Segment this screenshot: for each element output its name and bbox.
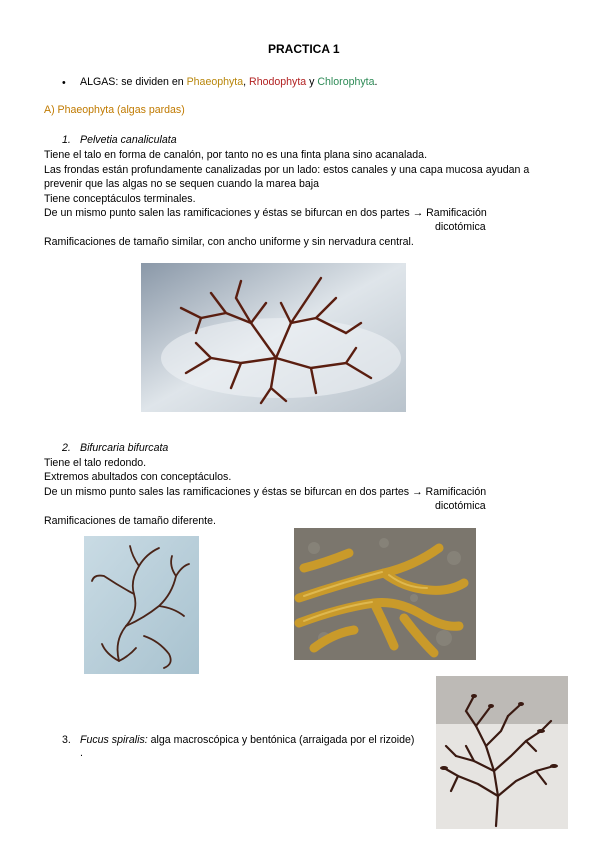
- species-2-line: De un mismo punto sales las ramificaciones y éstas se bifurcan en dos partes → Ramificación: [44, 486, 487, 498]
- species-1-line: Tiene el talo en forma de canalón, por tanto no es una finta plana sino acanalada.: [44, 149, 428, 161]
- species-1-line: prevenir que las algas no se sequen cuando la marea baja: [44, 178, 320, 190]
- intro-sep-2: y: [306, 76, 318, 88]
- species-2-line: dicotómica: [435, 500, 486, 512]
- species-2-line: Ramificaciones de tamaño diferente.: [44, 515, 216, 527]
- rhodophyta-term: Rhodophyta: [249, 76, 307, 88]
- intro-prefix: ALGAS: se dividen en: [80, 76, 187, 88]
- species-1-line: De un mismo punto salen las ramificaciones y éstas se bifurcan en dos partes → Ramificación: [44, 207, 487, 219]
- chlorophyta-term: Chlorophyta: [317, 76, 375, 88]
- species-3-number: 3.: [62, 734, 71, 746]
- bullet-marker: •: [62, 77, 66, 89]
- species-1-line: Ramificaciones de tamaño similar, con ancho uniforme y sin nervadura central.: [44, 236, 414, 248]
- species-1-line: Las frondas están profundamente canalizadas por un lado: estos canales y una capa mucosa ayudan a: [44, 164, 530, 176]
- species-2-line: Tiene el talo redondo.: [44, 457, 147, 469]
- intro-line: [80, 76, 377, 89]
- intro-sep-1: ,: [243, 76, 250, 88]
- species-1-number: 1.: [62, 134, 71, 146]
- species-2-number: 2.: [62, 442, 71, 454]
- intro-end: .: [374, 76, 378, 88]
- species-2-name: Bifurcaria bifurcata: [80, 442, 169, 454]
- fucus-photo: [436, 676, 568, 829]
- species-1-name: Pelvetia canaliculata: [80, 134, 177, 146]
- species-1-line: Tiene conceptáculos terminales.: [44, 193, 196, 205]
- bifurcaria-closeup-photo: [294, 528, 476, 660]
- species-3-description: alga macroscópica y bentónica (arraigada por el rizoide): [147, 734, 415, 746]
- species-3-trailing-dot: .: [80, 747, 83, 759]
- species-3-name: Fucus spiralis:: [80, 734, 148, 746]
- section-a-heading: A) Phaeophyta (algas pardas): [44, 104, 185, 116]
- species-3-line: [80, 734, 414, 747]
- species-2-line: Extremos abultados con conceptáculos.: [44, 471, 232, 483]
- pelvetia-photo: [141, 263, 406, 412]
- phaeophyta-term: Phaeophyta: [186, 76, 244, 88]
- species-1-line: dicotómica: [435, 221, 486, 233]
- page-title: PRACTICA 1: [268, 42, 340, 56]
- bifurcaria-specimen-photo: [84, 536, 199, 674]
